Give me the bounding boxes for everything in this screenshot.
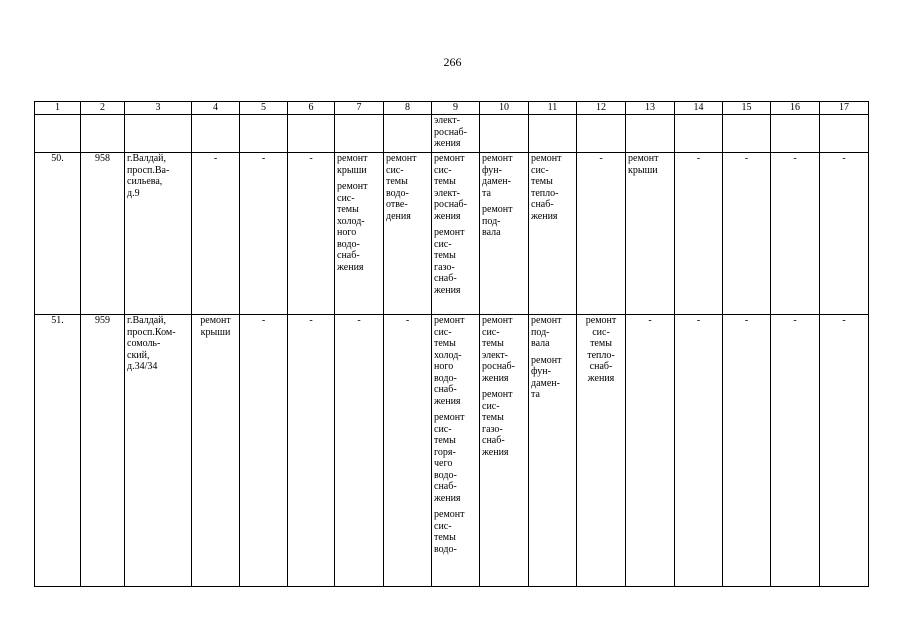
cell-text: - — [696, 315, 701, 326]
cell-text: ремонт сис- темы элект- роснаб- жения — [482, 315, 515, 384]
table-cell-col-16 — [771, 115, 820, 153]
table-cell-col-10 — [480, 153, 529, 315]
table-cell-col-13 — [626, 315, 675, 587]
cell-text: - — [793, 315, 797, 326]
column-header: 10 — [480, 102, 529, 115]
column-header: 2 — [81, 102, 125, 115]
cell-text: - — [261, 153, 266, 164]
cell-text: - — [648, 315, 652, 326]
table-cell-col-6 — [288, 115, 335, 153]
table-cell-col-8 — [384, 153, 432, 315]
column-header: 8 — [384, 102, 432, 115]
table-cell-col-6 — [288, 153, 335, 315]
cell-text: - — [696, 153, 701, 164]
table-cell-col-8 — [384, 315, 432, 587]
table-cell-col-2 — [81, 315, 125, 587]
table-cell-col-2 — [81, 153, 125, 315]
table-cell-col-7 — [335, 115, 384, 153]
table-cell-col-5 — [240, 153, 288, 315]
cell-text: ремонт сис- темы холод- ного водо- снаб- жения — [434, 315, 465, 407]
cell-text: ремонт сис- темы тепло- снаб- жения — [585, 315, 617, 384]
table-cell-col-7 — [335, 153, 384, 315]
cell-text: - — [213, 153, 218, 164]
column-header: 16 — [771, 102, 820, 115]
column-header: 4 — [192, 102, 240, 115]
table-cell-col-17 — [820, 115, 869, 153]
table-cell-col-3 — [125, 315, 192, 587]
page-number: 266 — [443, 55, 462, 69]
table-cell-col-4 — [192, 315, 240, 587]
cell-text: ремонт крыши — [200, 315, 231, 338]
column-header: 14 — [675, 102, 723, 115]
cell-text: - — [357, 315, 361, 326]
table-cell-col-1 — [35, 315, 81, 587]
cell-text: ремонт сис- темы холод- ного водо- снаб- жения — [337, 181, 368, 273]
table-row-continuation — [35, 115, 869, 153]
table-cell-col-11 — [529, 315, 577, 587]
table-cell-col-14 — [675, 115, 723, 153]
cell-text: ремонт фун- дамен- та — [531, 354, 562, 400]
table-cell-col-5 — [240, 115, 288, 153]
column-header: 1 — [35, 102, 81, 115]
cell-text: ремонт крыши — [337, 153, 368, 176]
column-header: 6 — [288, 102, 335, 115]
cell-text: 50. — [51, 153, 64, 164]
table-cell-col-3 — [125, 153, 192, 315]
table-cell-col-6 — [288, 315, 335, 587]
table-cell-col-1 — [35, 153, 81, 315]
cell-text: ремонт фун- дамен- та — [482, 153, 513, 199]
table-cell-col-8 — [384, 115, 432, 153]
table-cell-col-10 — [480, 115, 529, 153]
cell-text: ремонт под- вала — [531, 315, 562, 349]
cell-text: 51. — [51, 315, 64, 326]
table-cell-col-11 — [529, 115, 577, 153]
table-cell-col-17 — [820, 315, 869, 587]
table-cell-col-9 — [432, 115, 480, 153]
cell-text: - — [309, 153, 313, 164]
cell-text: - — [842, 153, 846, 164]
cell-text: 958 — [95, 153, 110, 164]
column-header: 7 — [335, 102, 384, 115]
column-header: 17 — [820, 102, 869, 115]
table-cell-col-13 — [626, 115, 675, 153]
cell-text: элект- роснаб- жения — [434, 115, 467, 149]
cell-text: - — [842, 315, 846, 326]
table-cell-col-3 — [125, 115, 192, 153]
cell-text: ремонт крыши — [628, 153, 659, 176]
cell-text: г.Валдай, просп.Ком- сомоль- ский, д.34/34 — [127, 315, 176, 372]
cell-text: ремонт сис- темы водо- — [434, 509, 465, 555]
table-cell-col-15 — [723, 315, 771, 587]
table-cell-col-4 — [192, 153, 240, 315]
cell-text: ремонт сис- темы элект- роснаб- жения — [434, 153, 467, 222]
column-header: 3 — [125, 102, 192, 115]
table-cell-col-12 — [577, 153, 626, 315]
table-cell-col-14 — [675, 315, 723, 587]
table-cell-col-11 — [529, 153, 577, 315]
table-cell-col-14 — [675, 153, 723, 315]
cell-text: ремонт сис- темы горя- чего водо- снаб- жения — [434, 412, 465, 504]
cell-text: - — [405, 315, 410, 326]
table-cell-col-9 — [432, 315, 480, 587]
table-cell-col-15 — [723, 115, 771, 153]
table-cell-col-2 — [81, 115, 125, 153]
cell-text: - — [261, 315, 266, 326]
cell-text: г.Валдай, просп.Ва- сильева, д.9 — [127, 153, 170, 199]
cell-text: - — [599, 153, 603, 164]
table-cell-col-7 — [335, 315, 384, 587]
table-cell-col-16 — [771, 153, 820, 315]
table-cell-col-16 — [771, 315, 820, 587]
table-cell-col-5 — [240, 315, 288, 587]
table-cell-col-9 — [432, 153, 480, 315]
table-cell-col-12 — [577, 315, 626, 587]
table-cell-col-1 — [35, 115, 81, 153]
cell-text: ремонт сис- темы тепло- снаб- жения — [531, 153, 562, 222]
column-header: 5 — [240, 102, 288, 115]
cell-text: - — [793, 153, 797, 164]
cell-text: - — [744, 153, 749, 164]
table-header-row — [35, 102, 869, 115]
cell-text: 959 — [95, 315, 110, 326]
column-header: 12 — [577, 102, 626, 115]
table-row-50 — [35, 153, 869, 315]
cell-text: ремонт под- вала — [482, 204, 513, 238]
column-header: 11 — [529, 102, 577, 115]
cell-text: ремонт сис- темы газо- снаб- жения — [434, 227, 465, 296]
table-cell-col-4 — [192, 115, 240, 153]
table-cell-col-12 — [577, 115, 626, 153]
cell-text: - — [744, 315, 749, 326]
table-cell-col-10 — [480, 315, 529, 587]
cell-text: ремонт сис- темы водо- отве- дения — [386, 153, 417, 222]
table-cell-col-13 — [626, 153, 675, 315]
column-header: 13 — [626, 102, 675, 115]
column-header: 9 — [432, 102, 480, 115]
data-table — [34, 101, 869, 587]
column-header: 15 — [723, 102, 771, 115]
table-cell-col-17 — [820, 153, 869, 315]
table-row-51 — [35, 315, 869, 587]
cell-text: - — [309, 315, 313, 326]
cell-text: ремонт сис- темы газо- снаб- жения — [482, 389, 513, 458]
table-cell-col-15 — [723, 153, 771, 315]
